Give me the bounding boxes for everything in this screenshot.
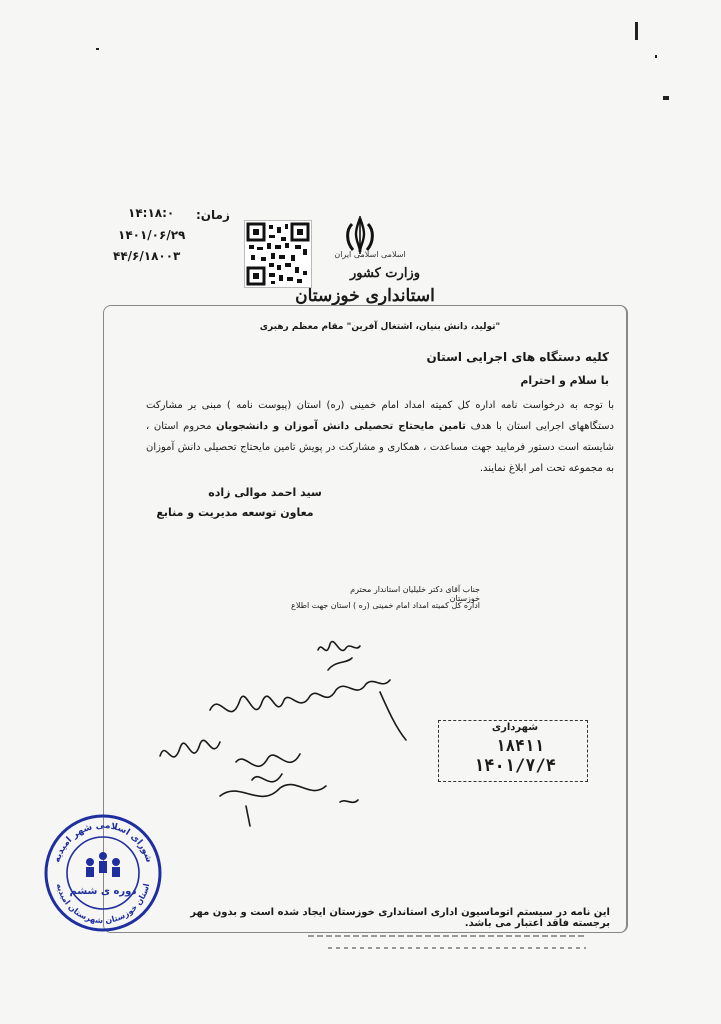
faded-text-line-icon xyxy=(268,944,588,952)
date-value: ۱۴۰۱/۰۶/۲۹ xyxy=(118,228,186,242)
letter-number: ۴۴/۶/۱۸۰۰۳ xyxy=(113,249,181,263)
qr-code-icon xyxy=(244,220,312,288)
body-part-2: محروم استان ، شایسته است دستور فرمایید جهت مساعدت ، همکاری و مشارکت در پویش تامین مایحتاج تحصیلی دانش آموزان به مجموعه تحت امر ابلاغ نمایند. xyxy=(146,421,614,474)
seal-bottom-text: استان خوزستان شهرستان امیدیه xyxy=(54,882,152,926)
footer-note: این نامه در سیستم اتوماسیون اداری استانداری خوزستان ایجاد شده است و بدون مهر برجسته فاقد اعتبار می باشد. xyxy=(190,907,610,929)
footer-address-line xyxy=(268,944,588,954)
receipt-stamp-number: ۱۸۴۱۱ xyxy=(495,736,545,755)
body-part-1: با توجه به درخواست نامه اداره کل کمیته امداد امام خمینی (ره) استان (پیوست نامه ) مبنی بر مشارکت دستگاههای اجرایی استان با هدف xyxy=(146,400,614,432)
scan-mark xyxy=(635,22,638,40)
governorate-name: استانداری خوزستان xyxy=(295,286,435,306)
seal-middle-text: دوره ی ششم xyxy=(69,886,137,897)
cc-recipient-2: اداره کل کمیته امداد امام خمینی (ره ) استان جهت اطلاع xyxy=(291,601,480,610)
scan-mark xyxy=(96,48,99,50)
letter-body xyxy=(146,395,614,479)
receipt-stamp-label: شهرداری xyxy=(491,722,539,733)
time-label: زمان: xyxy=(196,208,230,222)
time-value: ۱۴:۱۸:۰ xyxy=(128,206,175,220)
scan-mark xyxy=(663,96,669,100)
council-seal-icon xyxy=(42,812,164,934)
slogan: "تولید، دانش بنیان، اشتغال آفرین" مقام معظم رهبری xyxy=(259,322,501,332)
seal-top-text: شورای اسلامی شهر امیدیه xyxy=(52,820,154,864)
greeting: با سلام و احترام xyxy=(520,374,609,387)
recipient: کلیه دستگاه های اجرایی استان xyxy=(426,350,609,364)
ministry-name: وزارت کشور xyxy=(350,266,420,281)
signer-name: سید احمد موالی زاده xyxy=(208,486,322,499)
signer-title: معاون توسعه مدیریت و منابع xyxy=(156,506,314,519)
receipt-stamp-date: ۱۴۰۱/۷/۴ xyxy=(474,756,556,776)
cc-recipient-1: جناب آقای دکتر خلیلیان استاندار محترم خوزستان xyxy=(350,585,480,603)
scan-mark xyxy=(655,55,657,58)
footer-address-line xyxy=(268,932,588,942)
handwritten-annotation-icon xyxy=(150,630,450,850)
body-highlight: تامین مایحتاج تحصیلی دانش آموزان و دانشجویان xyxy=(216,421,466,432)
faded-text-line-icon xyxy=(268,932,588,940)
country-line: اسلامی اسلامی ایران xyxy=(334,250,406,259)
